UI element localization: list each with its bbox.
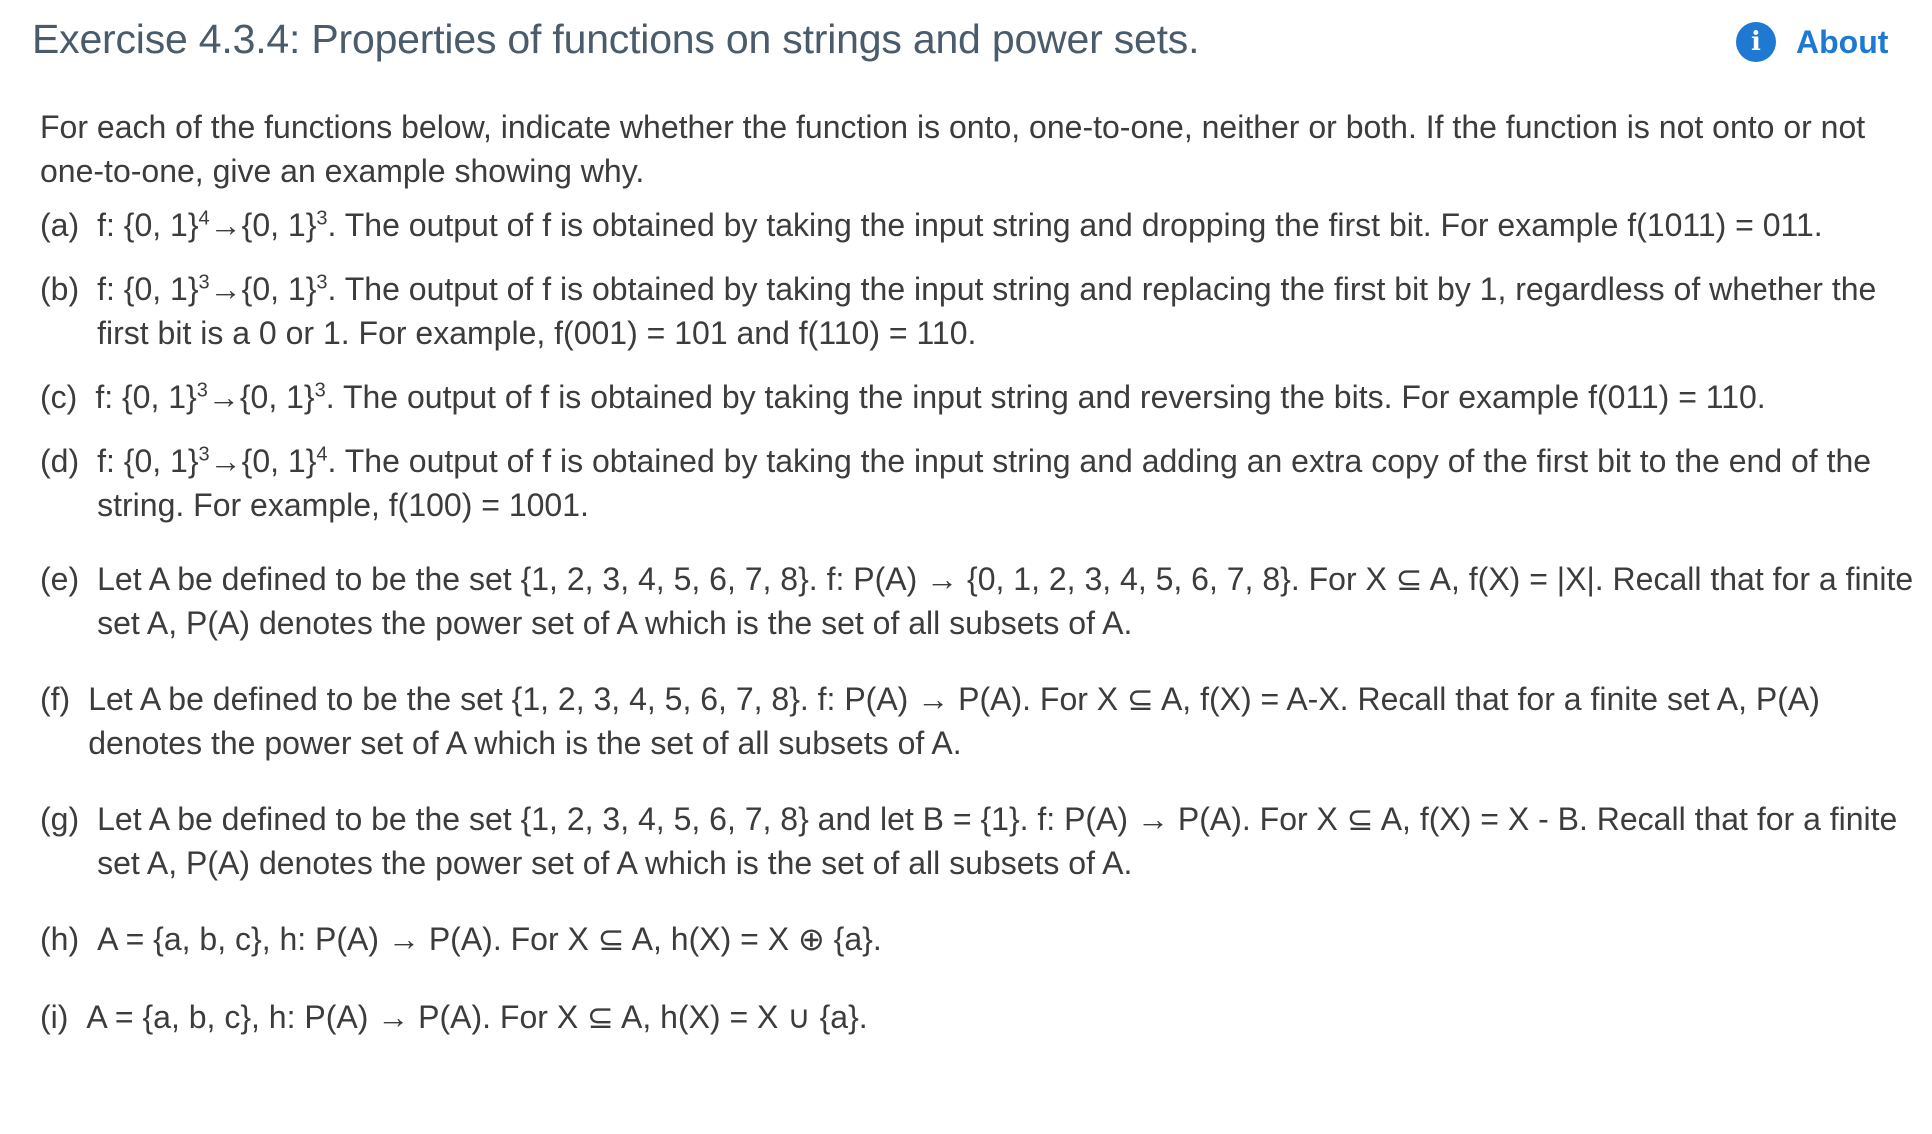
item-label: (h): [40, 921, 80, 957]
item-text: A = {a, b, c}, h: P(A) → P(A). For X ⊆ A, h(X) = X ∪ {a}.: [86, 999, 868, 1035]
list-item-a: [40, 203, 1920, 247]
list-item-i: [40, 995, 1920, 1039]
item-label: (e): [40, 561, 80, 597]
item-label: (b): [40, 271, 80, 307]
info-icon: i: [1736, 22, 1776, 62]
about-label: About: [1796, 23, 1889, 60]
exercise-content: [40, 105, 1920, 1039]
list-item-c: [40, 375, 1920, 419]
list-item-d: [40, 439, 1920, 527]
item-text: f: {0, 1}$^3$→{0, 1}$^3$. The output of f is obtained by taking the input string and replacing the first bit by 1, regardless of whether the first bit is a 0 or 1. For example, f(001) = 101 and f(110) = 110.: [97, 271, 1877, 351]
list-item-f: [40, 677, 1920, 765]
item-label: (a): [40, 207, 80, 243]
header: [0, 0, 1932, 90]
list-item-b: [40, 267, 1920, 355]
item-label: (i): [40, 999, 69, 1035]
item-text: Let A be defined to be the set {1, 2, 3, 4, 5, 6, 7, 8}. f: P(A) → P(A). For X ⊆ A, f(X) = A-X. Recall that for a finite set A, P(A) denotes the power set of A which is the set of all subsets of A.: [88, 681, 1820, 761]
item-text: Let A be defined to be the set {1, 2, 3, 4, 5, 6, 7, 8} and let B = {1}. f: P(A) → P(A). For X ⊆ A, f(X) = X - B. Recall that for a finite set A, P(A) denotes the power set of A which is the set of all subsets of A.: [97, 801, 1898, 881]
item-text: Let A be defined to be the set {1, 2, 3, 4, 5, 6, 7, 8}. f: P(A) → {0, 1, 2, 3, 4, 5, 6, 7, 8}. For X ⊆ A, f(X) = |X|. Recall that for a finite set A, P(A) denotes the power set of A which is the set of all subsets of A.: [97, 561, 1914, 641]
item-text: f: {0, 1}$^4$→{0, 1}$^3$. The output of f is obtained by taking the input string and dropping the first bit. For example f(1011) = 011.: [97, 207, 1823, 243]
intro-text: For each of the functions below, indicate whether the function is onto, one-to-one, neither or both. If the function is not onto or not one-to-one, give an example showing why.: [40, 109, 1866, 189]
item-label: (d): [40, 443, 80, 479]
item-label: (f): [40, 681, 71, 717]
item-label: (g): [40, 801, 80, 837]
list-item-e: [40, 557, 1920, 645]
page-title: Exercise 4.3.4: Properties of functions on strings and power sets.: [32, 16, 1200, 62]
item-text: A = {a, b, c}, h: P(A) → P(A). For X ⊆ A, h(X) = X ⊕ {a}.: [97, 921, 882, 957]
list-item-g: [40, 797, 1920, 885]
item-label: (c): [40, 379, 78, 415]
about-button[interactable]: [1736, 20, 1888, 64]
list-item-h: [40, 917, 1920, 961]
item-text: f: {0, 1}$^3$→{0, 1}$^3$. The output of f is obtained by taking the input string and reversing the bits. For example f(011) = 110.: [95, 379, 1766, 415]
item-text: f: {0, 1}$^3$→{0, 1}$^4$. The output of f is obtained by taking the input string and adding an extra copy of the first bit to the end of the string. For example, f(100) = 1001.: [97, 443, 1872, 523]
